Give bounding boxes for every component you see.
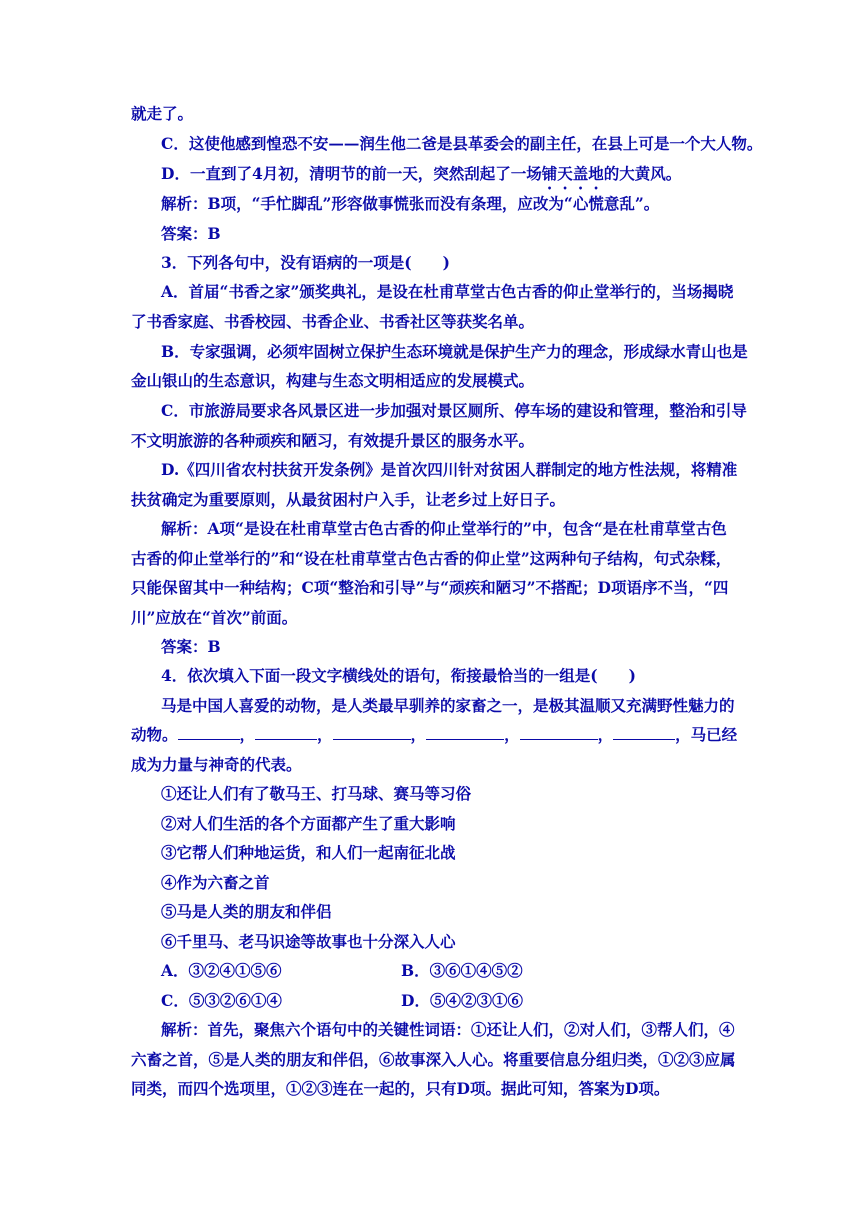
q4-analysis-line1: 解析：首先，聚焦六个语句中的关键性词语：①还让人们，②对人们，③帮人们，④ [161,1020,735,1039]
q4-passage-start: 动物。 [131,725,178,744]
question-3-title: 3．下列各句中，没有语病的一项是( ) [161,253,450,272]
q3-analysis-line4: 川”应放在“首次”前面。 [131,608,298,627]
q4-passage-line1: 马是中国人喜爱的动物，是人类最早驯养的家畜之一，是极其温顺又充满野性魅力的 [161,696,735,715]
fill-blank [520,725,598,740]
q3-analysis-line1: 解析：A项“是设在杜甫草堂古色古香的仰止堂举行的”中，包含“是在杜甫草堂古色 [161,519,727,538]
fill-blank [255,725,317,740]
sentence-option-4: ④作为六畜之首 [161,873,270,892]
q3-option-b-line2: 金山银山的生态意识，构建与生态文明相适应的发展模式。 [131,371,535,390]
blank-separator: ， [410,725,427,744]
q3-option-d-line1: D.《四川省农村扶贫开发条例》是首次四川针对贫困人群制定的地方性法规，将精准 [161,460,738,479]
analysis-line: 解析：B项，“手忙脚乱”形容做事慌张而没有条理，应改为“心慌意乱”。 [161,194,660,213]
q4-passage-line3: 成为力量与神奇的代表。 [131,755,302,774]
option-c-line: C．这使他感到惶恐不安——润生他二爸是县革委会的副主任，在县上可是一个大人物。 [161,134,763,153]
fill-blank [178,725,240,740]
q3-option-c-line2: 不文明旅游的各种顽疾和陋习，有效提升景区的服务水平。 [131,431,535,450]
blank-separator: ， [504,725,520,744]
fill-blank [426,725,504,740]
q4-analysis-line2: 六畜之首，⑤是人类的朋友和伴侣，⑥故事深入人心。将重要信息分组归类，①②③应属 [131,1050,736,1069]
choice-d: D．⑤④②③①⑥ [401,991,523,1010]
q3-option-a-line2: 了书香家庭、书香校园、书香企业、书香社区等获奖名单。 [131,312,535,331]
sentence-option-1: ①还让人们有了敬马王、打马球、赛马等习俗 [161,784,472,803]
sentence-option-6: ⑥千里马、老马识途等故事也十分深入人心 [161,932,456,951]
q3-option-a-line1: A．首届“书香之家”颁奖典礼，是设在杜甫草堂古色古香的仰止堂举行的，当场揭晓 [161,282,734,301]
q3-analysis-line2: 古香的仰止堂举行的”和“设在杜甫草堂古色古香的仰止堂”这两种句子结构，句式杂糅， [131,549,732,568]
fill-blank [613,725,675,740]
blank-separator: ， [317,725,333,744]
text-line: 就走了。 [131,104,194,123]
q4-passage-line2 [131,725,737,745]
blank-separator: ， [597,725,614,744]
q3-option-b-line1: B．专家强调，必须牢固树立保护生态环境就是保护生产力的理念，形成绿水青山也是 [161,342,748,361]
emphasized-phrase: 铺天盖地 [541,164,604,183]
q4-passage-end: ，马已经 [675,725,738,744]
q3-answer-line: 答案：B [161,637,221,656]
option-d-text-pre: D．一直到了4月初，清明节的前一天，突然刮起了一场 [161,164,542,183]
choice-a: A．③②④①⑤⑥ [161,961,282,980]
sentence-option-5: ⑤马是人类的朋友和伴侣 [161,902,332,921]
choice-c: C．⑤③②⑥①④ [161,991,282,1010]
q4-analysis-line3: 同类，而四个选项里，①②③连在一起的，只有D项。据此可知，答案为D项。 [131,1079,670,1098]
q3-option-c-line1: C．市旅游局要求各风景区进一步加强对景区厕所、停车场的建设和管理，整治和引导 [161,401,747,420]
question-4-title: 4．依次填入下面一段文字横线处的语句，衔接最恰当的一组是( ) [161,666,636,685]
sentence-option-3: ③它帮人们种地运货，和人们一起南征北战 [161,843,456,862]
option-d-text-post: 的大黄风。 [603,164,682,183]
blank-separator: ， [239,725,256,744]
choice-b: B．③⑥①④⑤② [401,961,523,980]
answer-line: 答案：B [161,224,221,243]
q3-option-d-line2: 扶贫确定为重要原则，从最贫困村户入手，让老乡过上好日子。 [131,490,566,509]
q3-analysis-line3: 只能保留其中一种结构；C项“整治和引导”与“顽疾和陋习”不搭配；D项语序不当，“四 [131,578,729,597]
sentence-option-2: ②对人们生活的各个方面都产生了重大影响 [161,814,456,833]
fill-blank [333,725,411,740]
option-d-line [161,164,681,193]
